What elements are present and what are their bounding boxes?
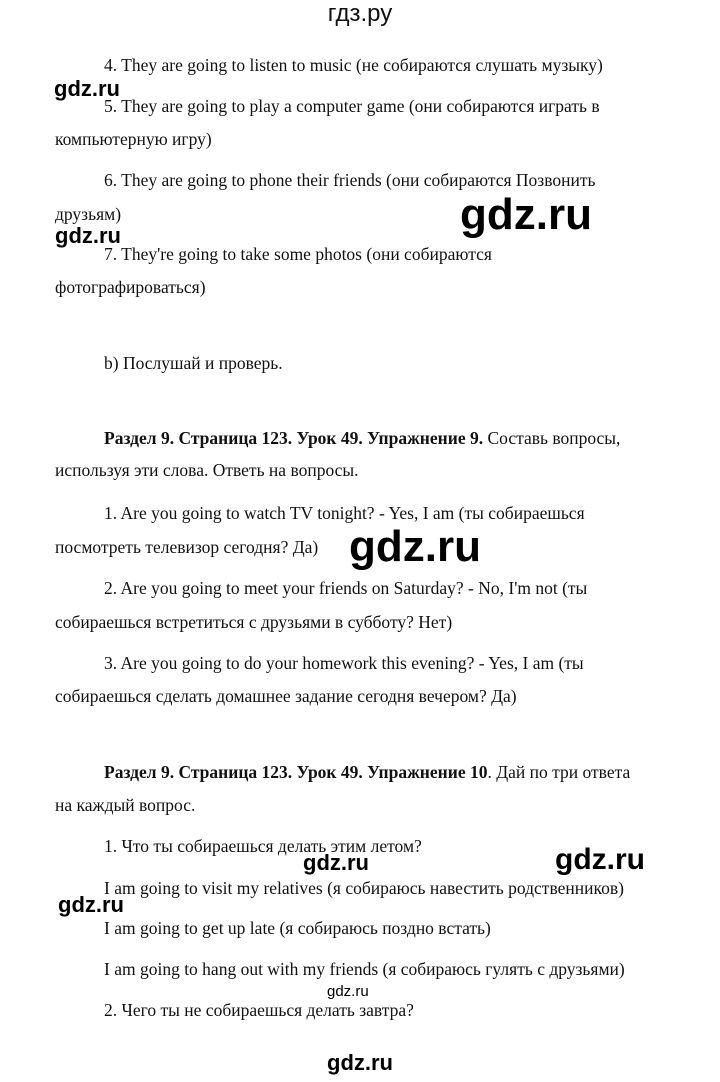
answer-r1c: I am going to hang out with my friends (я собираюсь гулять с друзьями) xyxy=(104,959,625,979)
question-1b: посмотреть телевизор сегодня? Да) xyxy=(55,537,319,557)
section-10-heading-rest: . Дай по три ответа xyxy=(487,762,631,782)
answer-r1a: I am going to visit my relatives (я собираюсь навестить родственников) xyxy=(104,878,624,898)
section-9-heading-bold: Раздел 9. Страница 123. Урок 49. Упражнение 9. xyxy=(104,428,484,448)
watermark-5: gdz.ru xyxy=(303,850,369,875)
answer-line-5a: 5. They are going to play a computer game (они собираются играть в xyxy=(104,96,600,116)
question-r2: 2. Чего ты не собираешься делать завтра? xyxy=(104,1000,414,1020)
watermark-2: gdz.ru xyxy=(460,190,592,239)
question-r1: 1. Что ты собираешься делать этим летом? xyxy=(104,836,422,856)
question-2a: 2. Are you going to meet your friends on Saturday? - No, I'm not (ты xyxy=(104,578,588,598)
answer-line-6b: друзьям) xyxy=(55,204,122,224)
site-header: гдз.ру xyxy=(327,0,393,27)
answer-line-7b: фотографироваться) xyxy=(55,277,206,297)
watermark-7: gdz.ru xyxy=(58,892,124,917)
section-9-heading-rest: Составь вопросы, xyxy=(483,428,621,448)
section-10-heading xyxy=(104,762,630,782)
answer-r1b: I am going to get up late (я собираюсь поздно встать) xyxy=(104,918,491,938)
watermark-4: gdz.ru xyxy=(349,522,481,571)
watermark-3: gdz.ru xyxy=(55,223,121,248)
question-1a: 1. Are you going to watch TV tonight? - Yes, I am (ты собираешься xyxy=(104,503,585,523)
watermark-8: gdz.ru xyxy=(327,983,369,1000)
watermark-1: gdz.ru xyxy=(54,76,120,101)
watermark-6: gdz.ru xyxy=(555,843,645,876)
answer-line-6a: 6. They are going to phone their friends (они собираются Позвонить xyxy=(104,170,596,190)
question-3a: 3. Are you going to do your homework this evening? - Yes, I am (ты xyxy=(104,653,584,673)
question-3b: собираешься сделать домашнее задание сегодня вечером? Да) xyxy=(55,686,517,706)
footer-watermark: gdz.ru xyxy=(327,1050,393,1075)
section-10-heading-cont: на каждый вопрос. xyxy=(55,795,196,815)
section-10-heading-bold: Раздел 9. Страница 123. Урок 49. Упражнение 10 xyxy=(104,762,488,782)
question-2b: собираешься встретиться с друзьями в субботу? Нет) xyxy=(55,612,453,632)
answer-line-7a: 7. They're going to take some photos (они собираются xyxy=(104,244,492,264)
answer-line-5b: компьютерную игру) xyxy=(55,129,212,149)
answer-line-4: 4. They are going to listen to music (не собираются слушать музыку) xyxy=(104,55,603,75)
section-9-heading-cont: используя эти слова. Ответь на вопросы. xyxy=(55,460,359,480)
task-b-line: b) Послушай и проверь. xyxy=(104,353,283,373)
section-9-heading xyxy=(104,428,620,448)
